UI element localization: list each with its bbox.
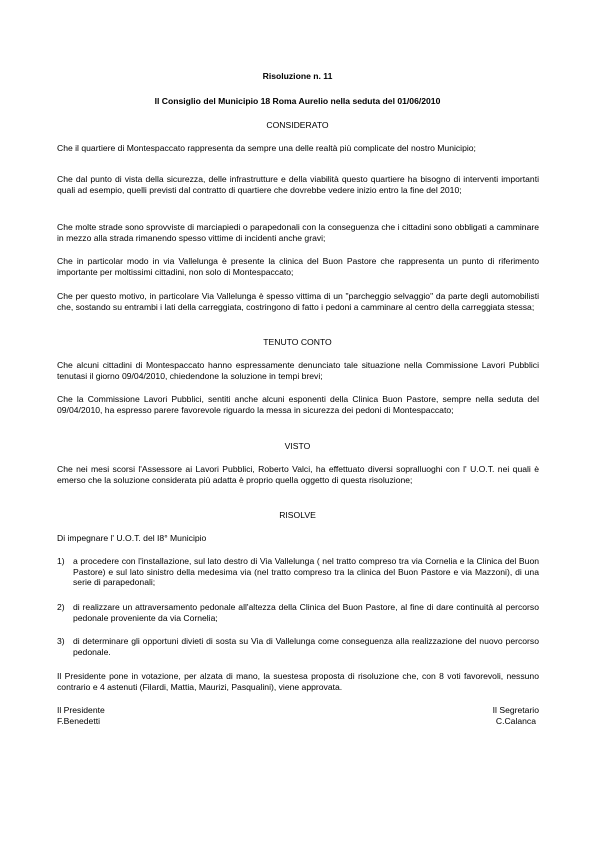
- tenuto-conto-paragraph: Che la Commissione Lavori Pubblici, sentiti anche alcuni esponenti della Clinica Buon Pastore, sempre nella seduta del 09/04/2010, ha espresso parere favorevole riguardo la messa in sicurezza dei pedoni di Montespaccato;: [57, 394, 539, 415]
- signature-right-role: Il Segretario: [492, 705, 539, 715]
- vote-paragraph: Il Presidente pone in votazione, per alzata di mano, la suestesa proposta di risoluzione che, con 8 voti favorevoli, nessuno contrario e 4 astenuti (Filardi, Mattia, Maurizi, Pasqualini), viene approvata.: [57, 671, 539, 692]
- considerato-paragraph: Che molte strade sono sprovviste di marciapiedi o parapedonali con la conseguenza che i cittadini sono obbligati a camminare in mezzo alla strada rimanendo spesso vittime di incidenti anche gravi;: [57, 222, 539, 243]
- considerato-paragraph: Che in particolar modo in via Vallelunga è presente la clinica del Buon Pastore che rappresenta un punto di riferimento importante per moltissimi cittadini, non solo di Montespaccato;: [57, 256, 539, 277]
- considerato-paragraph: Che il quartiere di Montespaccato rappresenta da sempre una delle realtà più complicate del nostro Municipio;: [57, 143, 476, 153]
- signature-left-name: F.Benedetti: [57, 716, 100, 726]
- list-item-number: 2): [57, 602, 65, 612]
- visto-paragraph: Che nei mesi scorsi l'Assessore ai Lavori Pubblici, Roberto Valci, ha effettuato diversi sopralluoghi con l' U.O.T. nei quali è emerso che la soluzione considerata più adatta è proprio quella oggetto di questa risoluzione;: [57, 464, 539, 485]
- signature-left-role: Il Presidente: [57, 705, 105, 715]
- signature-right-name: C.Calanca: [495, 716, 536, 726]
- document-title: Risoluzione n. 11: [262, 71, 333, 81]
- document-subtitle: Il Consiglio del Municipio 18 Roma Aurelio nella seduta del 01/06/2010: [154, 96, 441, 106]
- heading-risolve: RISOLVE: [279, 510, 316, 520]
- risolve-intro: Di impegnare l' U.O.T. del I8° Municipio: [57, 533, 207, 543]
- list-item-number: 3): [57, 636, 65, 646]
- considerato-paragraph: Che per questo motivo, in particolare Via Vallelunga è spesso vittima di un "parcheggio selvaggio" da parte degli automobilisti che, sostando su entrambi i lati della carreggiata, costringono di fatto i pedoni a camminare al centro della carreggiata stessa;: [57, 291, 539, 312]
- list-item-text: a procedere con l'installazione, sul lato destro di Via Vallelunga ( nel tratto compreso tra via Cornelia e la Clinica del Buon Pastore) e sul lato sinistro della medesima via (nel tratto compreso tra la clinica del Buon Pastore e via Mazzoni), di una serie di parapedonali;: [73, 556, 539, 588]
- list-item-text: di determinare gli opportuni divieti di sosta su Via di Vallelunga come conseguenza alla realizzazione del nuovo percorso pedonale.: [73, 636, 539, 657]
- heading-considerato: CONSIDERATO: [266, 120, 329, 130]
- tenuto-conto-paragraph: Che alcuni cittadini di Montespaccato hanno espressamente denunciato tale situazione nella Commissione Lavori Pubblici tenutasi il giorno 09/04/2010, chiedendone la soluzione in tempi brevi;: [57, 360, 539, 381]
- list-item-number: 1): [57, 556, 65, 566]
- list-item-text: di realizzare un attraversamento pedonale all'altezza della Clinica del Buon Pastore, al fine di dare continuità al percorso pedonale proveniente da via Cornelia;: [73, 602, 539, 623]
- considerato-paragraph: Che dal punto di vista della sicurezza, delle infrastrutture e della viabilità questo quartiere ha bisogno di interventi importanti quali ad esempio, quelli previsti dal contratto di quartiere che dovrebbe vedere inizio entro la fine del 2010;: [57, 174, 539, 195]
- heading-tenuto-conto: TENUTO CONTO: [263, 337, 332, 347]
- heading-visto: VISTO: [284, 441, 311, 451]
